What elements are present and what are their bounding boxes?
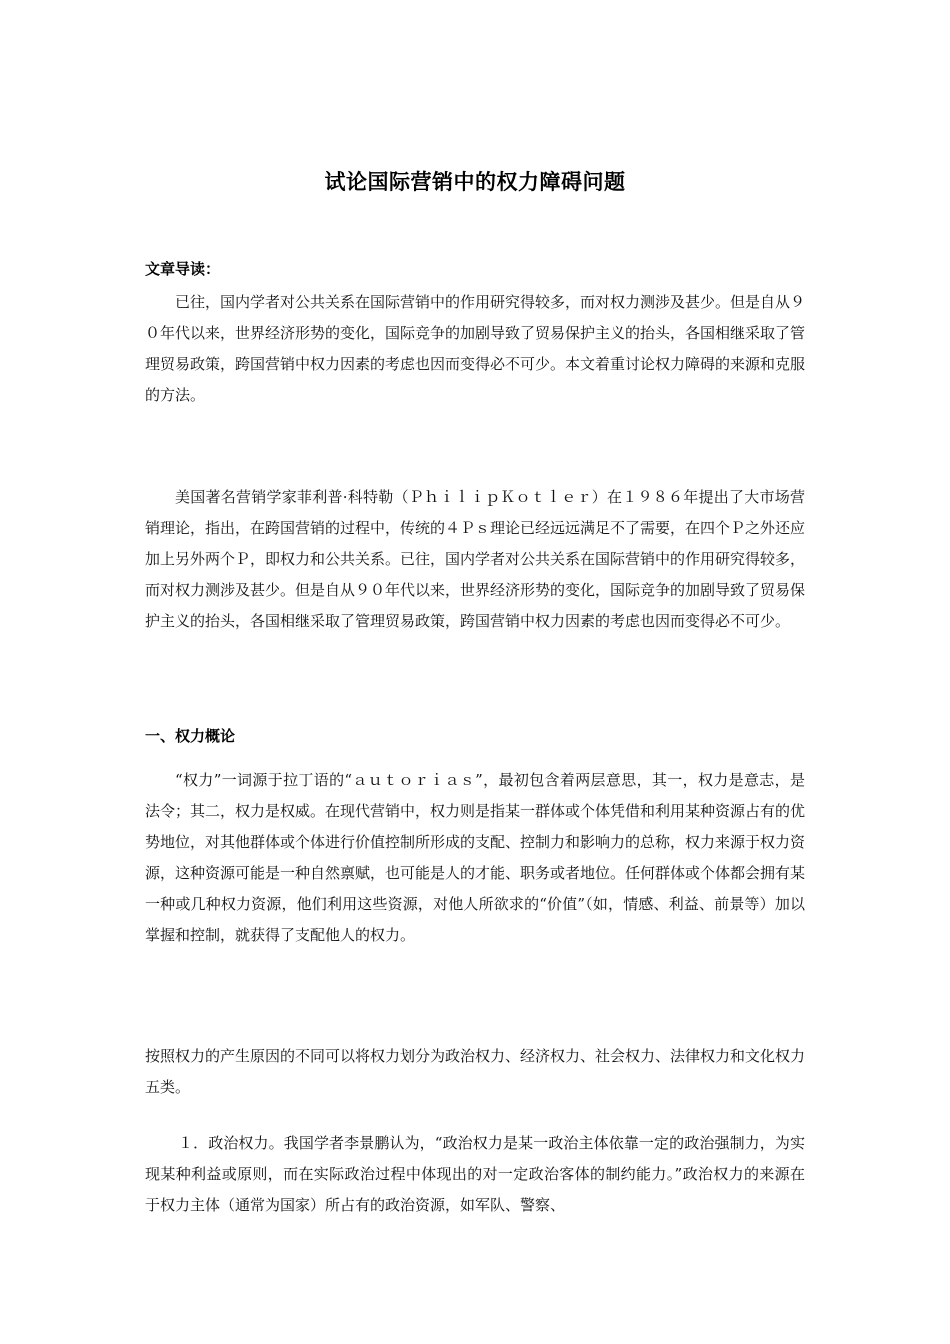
intro-heading: 文章导读： xyxy=(145,260,221,278)
intro-paragraph: 已往，国内学者对公共关系在国际营销中的作用研究得较多，而对权力测涉及甚少。但是自从９０年代以来，世界经济形势的变化，国际竞争的加剧导致了贸易保护主义的抬头，各国相继采取了管理贸易政策，跨国营销中权力因素的考虑也因而变得必不可少。本文着重讨论权力障碍的来源和克服的方法。 xyxy=(145,293,806,404)
body-paragraph-3: 按照权力的产生原因的不同可以将权力划分为政治权力、经济权力、社会权力、法律权力和文化权力五类。 xyxy=(145,1047,806,1096)
body-paragraph-4: １．政治权力。我国学者李景鹏认为，“政治权力是某一政治主体依靠一定的政治强制力，为实现某种利益或原则，而在实际政治过程中体现出的对一定政治客体的制约能力。”政治权力的来源在于权力主体（通常为国家）所占有的政治资源，如军队、警察、 xyxy=(145,1134,805,1214)
body-paragraph-1: 美国著名营销学家菲利普·科特勒（ＰｈｉｌｉｐＫｏｔｌｅｒ）在１９８６年提出了大市场营销理论，指出，在跨国营销的过程中，传统的４Ｐｓ理论已经远远满足不了需要，在四个Ｐ之外还应加上另外两个Ｐ，即权力和公共关系。已往，国内学者对公共关系在国际营销中的作用研究得较多，而对权力测涉及甚少。但是自从９０年代以来，世界经济形势的变化，国际竞争的加剧导致了贸易保护主义的抬头，各国相继采取了管理贸易政策，跨国营销中权力因素的考虑也因而变得必不可少。 xyxy=(145,488,806,630)
document-title: 试论国际营销中的权力障碍问题 xyxy=(324,170,626,194)
body-paragraph-2: “权力”一词源于拉丁语的“ａｕｔｏｒｉａｓ”，最初包含着两层意思，其一，权力是意志，是法令；其二，权力是权威。在现代营销中，权力则是指某一群体或个体凭借和利用某种资源占有的优势地位，对其他群体或个体进行价值控制所形成的支配、控制力和影响力的总称，权力来源于权力资源，这种资源可能是一种自然禀赋，也可能是人的才能、职务或者地位。任何群体或个体都会拥有某一种或几种权力资源，他们利用这些资源，对他人所欲求的“价值”（如，情感、利益、前景等）加以掌握和控制，就获得了支配他人的权力。 xyxy=(145,771,806,944)
section-heading-power-overview: 一、权力概论 xyxy=(145,727,236,745)
